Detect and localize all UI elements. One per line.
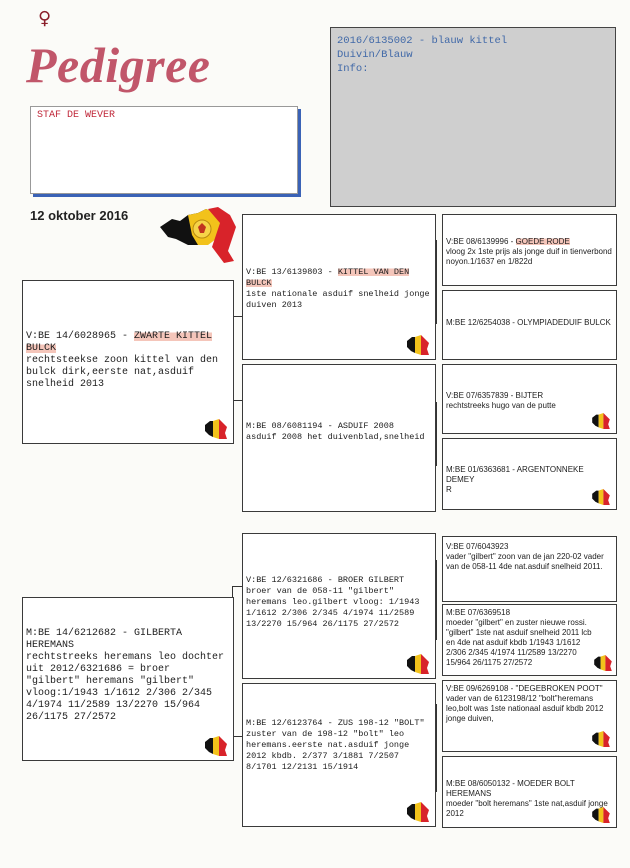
card-body: zuster van de 198-12 "bolt" leo heremans.eerste nat.asduif jonge 2012 kbdb. 2/377 3/1881 7/2507 8/1701 12/2131 15/1914 [246,729,410,772]
card-name: KITTEL VAN DEN BULCK [246,267,410,288]
card-text [246,267,432,311]
pedigree-card-mmf [442,680,617,752]
card-prefix: M:BE 01/6363681 - [446,465,517,474]
card-name: MOEDER BOLT HEREMANS [446,779,575,798]
card-prefix: V:BE 14/6028965 - [26,331,135,342]
belgium-flag-icon [594,655,612,671]
belgium-flag-icon [592,489,610,505]
belgium-flag-icon [407,335,429,355]
pedigree-card-ff [242,214,436,360]
connector-line [436,240,437,324]
card-name: ARGENTONNEKE DEMEY [446,465,584,484]
card-text [26,331,230,391]
card-prefix: V:BE 13/6139803 - [246,267,338,277]
card-body: moeder "gilbert" en zuster nieuwe rossi. "gilbert" 1ste nat asduif snelheid 2011 lcb en 4de nat asduif kbdb 1/1943 1/1612 2/306 2/345 4/1974 11/2589 13/2270 15/964 26/1175 27/2572 [446,618,592,667]
belgium-map-icon [158,205,240,267]
card-name: BROER GILBERT [337,575,405,585]
pedigree-card-fff [442,214,617,286]
card-text [246,421,432,443]
pedigree-card-mf [242,533,436,679]
card-prefix: V:BE 07/6043923 [446,542,509,551]
card-body: asduif 2008 het duivenblad,snelheid [246,432,425,442]
belgium-flag-icon [592,807,610,823]
bird-ring: 2016/6135002 - blauw kittel [337,35,508,47]
belgium-flag-icon [407,802,429,822]
pedigree-card-ffm [442,290,617,360]
female-symbol-icon: ♀ [38,8,52,29]
card-prefix: V:BE 08/6139996 - [446,237,516,246]
card-body: rechtstreeks heremans leo dochter uit 2012/6321686 = broer "gilbert" heremans "gilbert" vloog:1/1943 1/1612 2/306 2/345 4/1974 11/2589 13/2270 15/964 26/1175 27/2572 [26,652,225,723]
card-text [246,718,432,773]
card-prefix: M:BE 08/6050132 - [446,779,518,788]
card-prefix: V:BE 12/6321686 - [246,575,338,585]
card-name: ZUS 198-12 "BOLT" [337,718,425,728]
card-name: ZWARTE KITTEL BULCK [26,331,213,354]
card-name: OLYMPIADEDUIF BULCK [517,318,611,327]
card-text [446,608,592,668]
pedigree-card-mother [22,597,234,761]
pedigree-card-fmf [442,364,617,434]
pedigree-card-mmm [442,756,617,828]
card-prefix: M:BE 08/6081194 - [246,421,338,431]
card-body: rechtstreeks hugo van de putte [446,401,556,410]
pedigree-card-fm [242,364,436,512]
card-body: rechtsteekse zoon kittel van den bulck dirk,eerste nat,asduif snelheid 2013 [26,355,219,390]
card-name: BIJTER [515,391,544,400]
card-text [446,465,613,495]
card-text [446,684,613,724]
breeder-box [30,106,298,194]
card-body: vader "gilbert" zoon van de jan 220-02 vader van de 058-11 4de nat.asduif snelheid 2011. [446,552,604,571]
card-text [446,318,613,328]
breeder-name: STAF DE WEVER [37,110,116,121]
card-name: "DEGEBROKEN POOT" [515,684,603,693]
card-prefix: V:BE 09/6269108 - [446,684,516,693]
pedigree-date: 12 oktober 2016 [30,208,129,223]
pedigree-card-father [22,280,234,444]
pedigree-card-mfm [442,604,617,676]
card-prefix: M:BE 12/6254038 - [446,318,518,327]
card-prefix: V:BE 07/6357839 - [446,391,516,400]
pedigree-card-mm [242,683,436,827]
belgium-flag-icon [205,736,227,756]
card-name: GOEDE RODE [515,237,570,246]
card-body: 1ste nationale asduif snelheid jonge duiven 2013 [246,289,430,310]
card-text [446,542,613,572]
card-body: vloog 2x 1ste prijs als jonge duif in tienverbond noyon.1/1637 en 1/822d [446,247,612,266]
belgium-flag-icon [592,731,610,747]
connector-line [436,704,437,792]
card-text [446,779,613,819]
bird-info-label: Info: [337,63,369,75]
card-body: broer van de 058-11 "gilbert" heremans leo.gilbert vloog: 1/1943 1/1612 2/306 2/345 4/1974 11/2589 13/2270 15/964 26/1175 27/2572 [246,586,420,629]
card-prefix: M:BE 14/6212682 - [26,628,135,639]
bird-color: Duivin/Blauw [337,49,413,61]
card-body: R [446,485,452,494]
belgium-flag-icon [592,413,610,429]
connector-line [436,402,437,466]
card-body: vader van de 6123198/12 "bolt"heremans leo,bolt was 1ste nationaal asduif kbdb 2012 jonge duiven, [446,694,604,723]
connector-line [232,586,242,587]
pedigree-logo: Pedigree [26,37,211,93]
card-text [26,628,230,724]
pedigree-card-fmm [442,438,617,510]
card-name: GILBERTA HEREMANS [26,628,183,651]
bird-info-box [330,27,616,207]
card-body: moeder "bolt heremans" 1ste nat,asduif jonge 2012 [446,799,608,818]
pedigree-card-mff [442,536,617,602]
belgium-flag-icon [407,654,429,674]
card-text [446,391,613,411]
connector-line [436,560,437,640]
card-text [446,237,613,267]
card-text [246,575,432,630]
card-name: ASDUIF 2008 [337,421,394,431]
belgium-flag-icon [205,419,227,439]
card-prefix: M:BE 07/6369518 [446,608,511,617]
card-prefix: M:BE 12/6123764 - [246,718,338,728]
